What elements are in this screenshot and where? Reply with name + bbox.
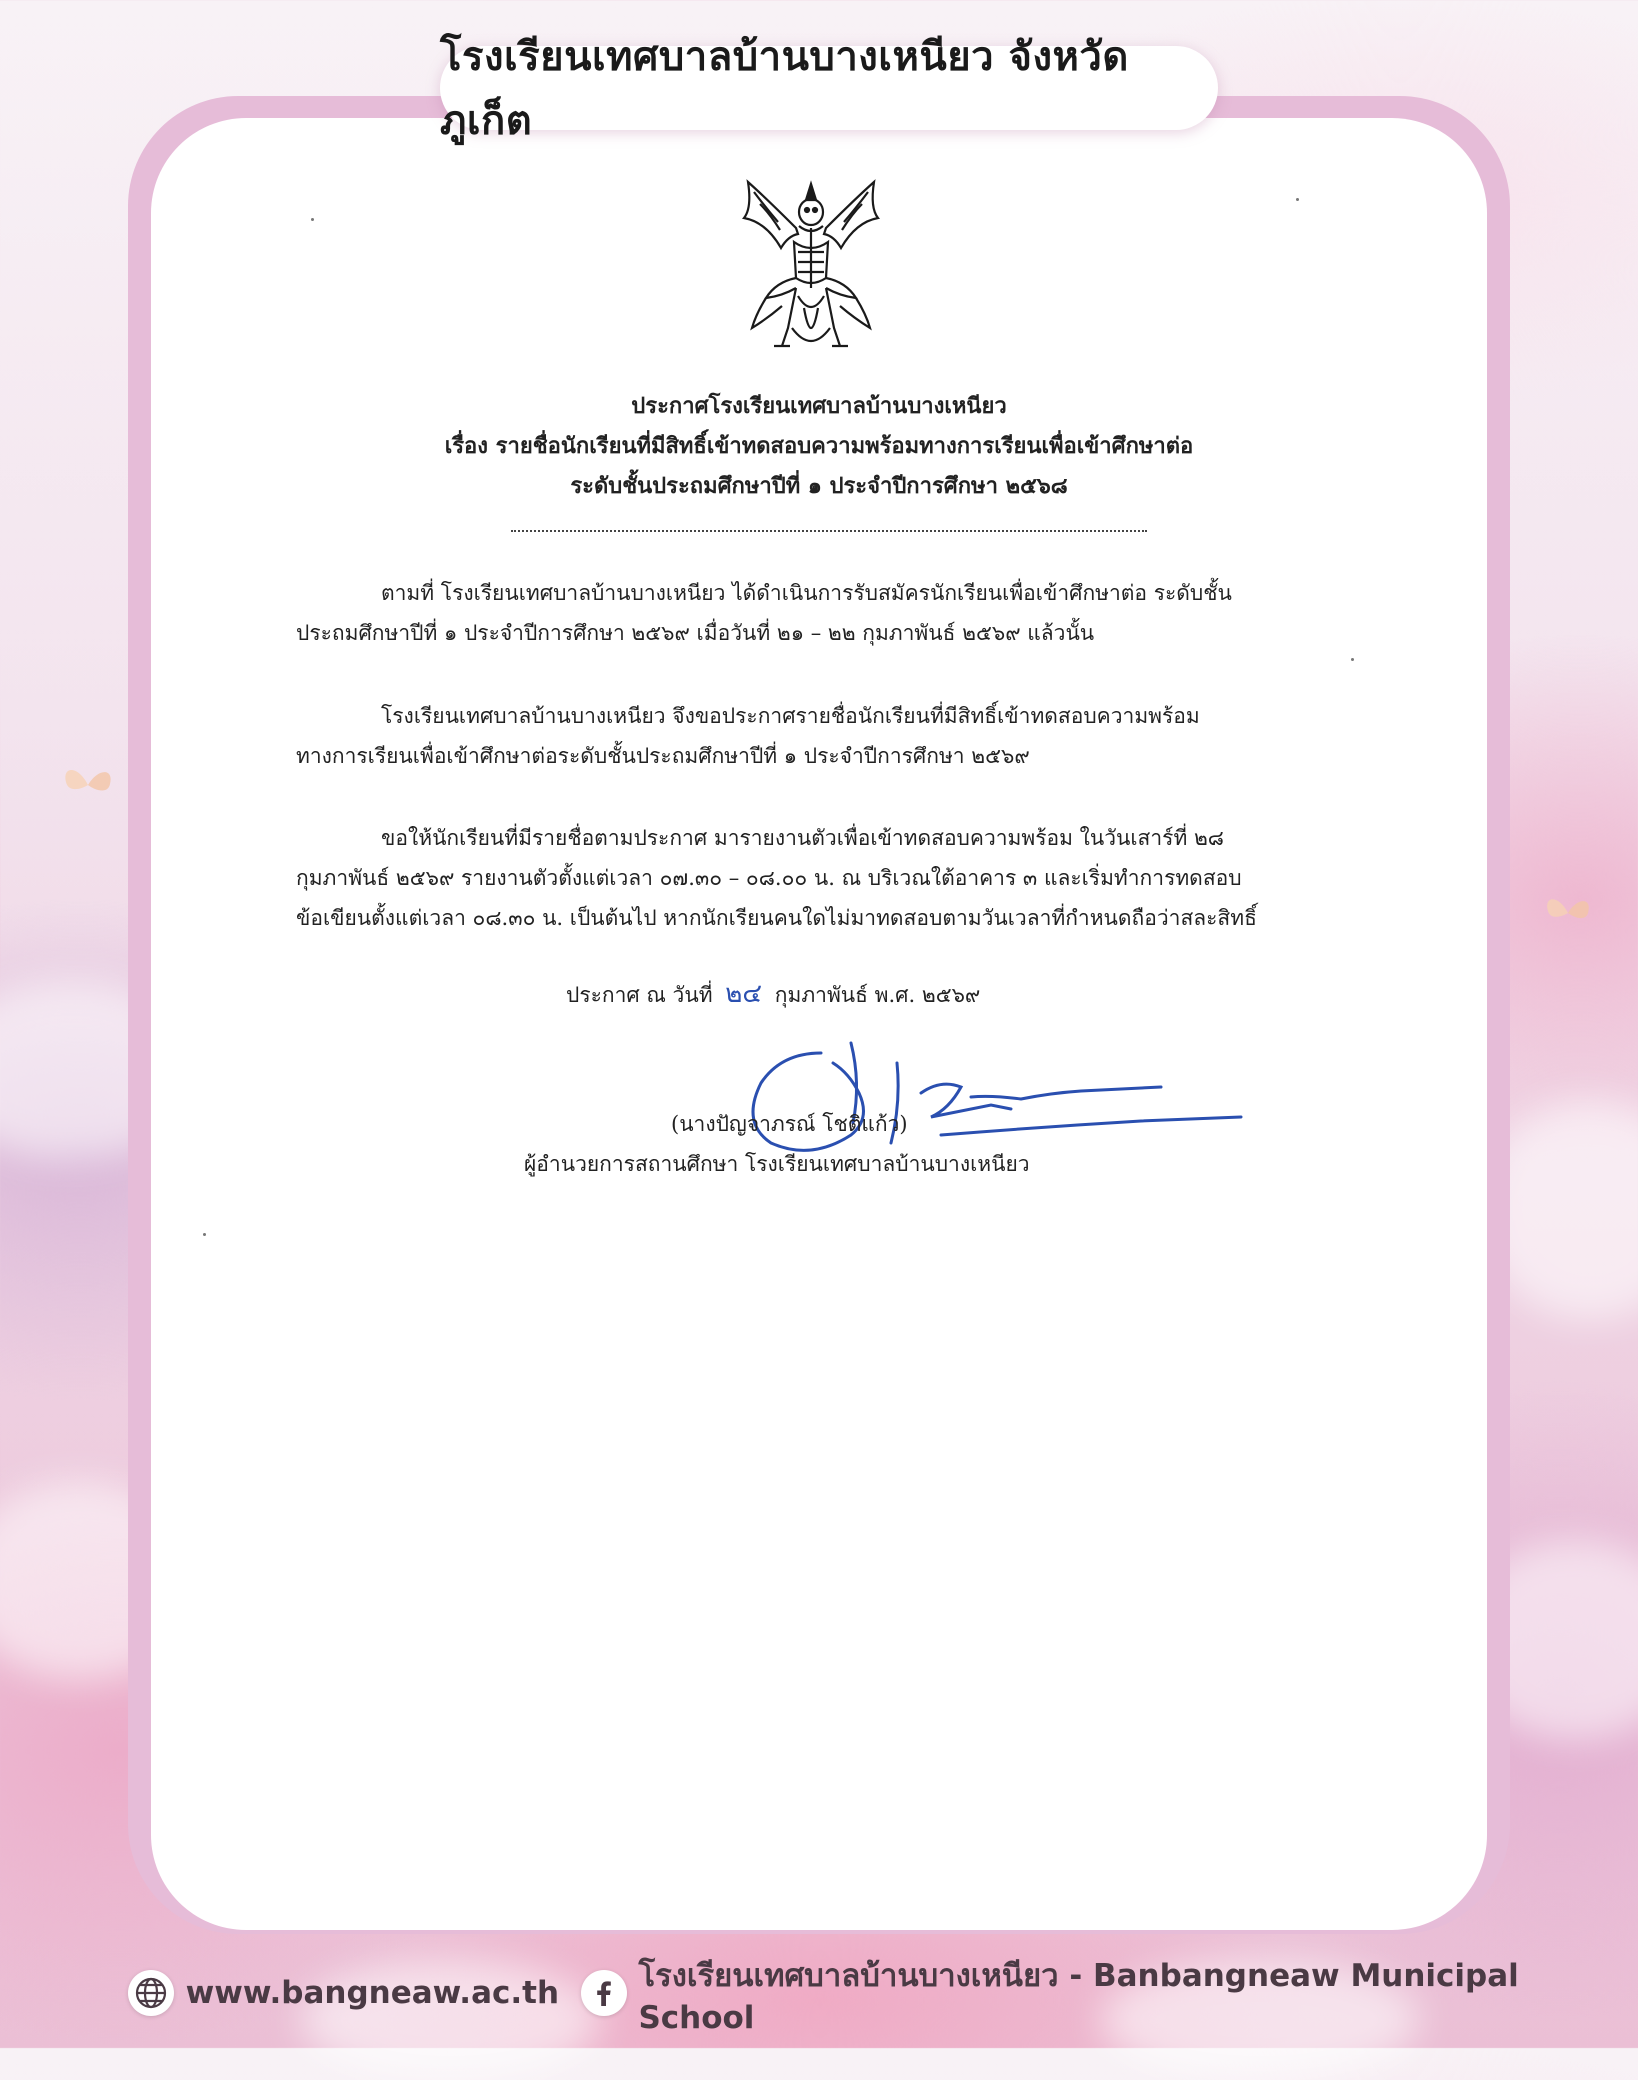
butterfly-decoration	[1540, 890, 1596, 936]
announce-prefix: ประกาศ ณ วันที่	[566, 983, 713, 1007]
facebook-icon	[581, 1970, 627, 2016]
garuda-emblem-icon	[726, 178, 896, 358]
scan-speck	[311, 218, 314, 221]
scan-speck	[203, 1233, 206, 1236]
school-title-banner	[440, 34, 1218, 144]
paragraph-3-line: ข้อเขียนตั้งแต่เวลา ๐๘.๓๐ น. เป็นต้นไป หากนักเรียนคนใดไม่มาทดสอบตามวันเวลาที่กำหนดถือว่าสละสิทธิ์	[296, 906, 1257, 930]
butterfly-decoration	[58, 760, 118, 810]
announce-suffix: กุมภาพันธ์ พ.ศ. ๒๕๖๙	[774, 983, 981, 1007]
paragraph-3	[296, 818, 1257, 938]
facebook-page-link[interactable]: โรงเรียนเทศบาลบ้านบางเหนียว - Banbangneaw Municipal School	[638, 1958, 1519, 2036]
announcement-date	[566, 973, 980, 1014]
page-title: โรงเรียนเทศบาลบ้านบางเหนียว จังหวัดภูเก็ต	[440, 34, 1129, 144]
paragraph-1-line: ตามที่ โรงเรียนเทศบาลบ้านบางเหนียว ได้ดำเนินการรับสมัครนักเรียนเพื่อเข้าศึกษาต่อ ระดับชั้น	[381, 581, 1232, 605]
paragraph-2-line: โรงเรียนเทศบาลบ้านบางเหนียว จึงขอประกาศรายชื่อนักเรียนที่มีสิทธิ์เข้าทดสอบความพร้อม	[381, 704, 1200, 728]
document-subject-line: เรื่อง รายชื่อนักเรียนที่มีสิทธิ์เข้าทดสอบความพร้อมทางการเรียนเพื่อเข้าศึกษาต่อ	[444, 433, 1194, 459]
announcement-document	[151, 118, 1487, 1930]
paragraph-1	[296, 573, 1232, 653]
paragraph-3-line: กุมภาพันธ์ ๒๕๖๙ รายงานตัวตั้งแต่เวลา ๐๗.๓๐ – ๐๘.๐๐ น. ณ บริเวณใต้อาคาร ๓ และเริ่มทำการทดสอบ	[296, 866, 1242, 890]
handwritten-day: ๒๔	[725, 979, 763, 1009]
heading-divider	[511, 530, 1147, 532]
footer	[128, 1958, 1638, 2036]
signer-name: (นางปัญจาภรณ์ โชติแก้ว)	[671, 1112, 908, 1136]
paragraph-1-line: ประถมศึกษาปีที่ ๑ ประจำปีการศึกษา ๒๕๖๙ เมื่อวันที่ ๒๑ – ๒๒ กุมภาพันธ์ ๒๕๖๙ แล้วนั้น	[296, 621, 1095, 645]
document-heading-line1: ประกาศโรงเรียนเทศบาลบ้านบางเหนียว	[631, 393, 1007, 419]
signer-position: ผู้อำนวยการสถานศึกษา โรงเรียนเทศบาลบ้านบางเหนียว	[524, 1152, 1030, 1176]
document-level-line: ระดับชั้นประถมศึกษาปีที่ ๑ ประจำปีการศึกษา ๒๕๖๘	[570, 473, 1068, 499]
paragraph-2	[296, 696, 1200, 776]
scan-speck	[1296, 198, 1299, 201]
paragraph-3-line: ขอให้นักเรียนที่มีรายชื่อตามประกาศ มารายงานตัวเพื่อเข้าทดสอบความพร้อม ในวันเสาร์ที่ ๒๘	[381, 826, 1225, 850]
globe-icon	[128, 1970, 174, 2016]
paragraph-2-line: ทางการเรียนเพื่อเข้าศึกษาต่อระดับชั้นประถมศึกษาปีที่ ๑ ประจำปีการศึกษา ๒๕๖๙	[296, 744, 1030, 768]
website-link[interactable]: www.bangneaw.ac.th	[185, 1975, 560, 2011]
scan-speck	[1351, 658, 1354, 661]
